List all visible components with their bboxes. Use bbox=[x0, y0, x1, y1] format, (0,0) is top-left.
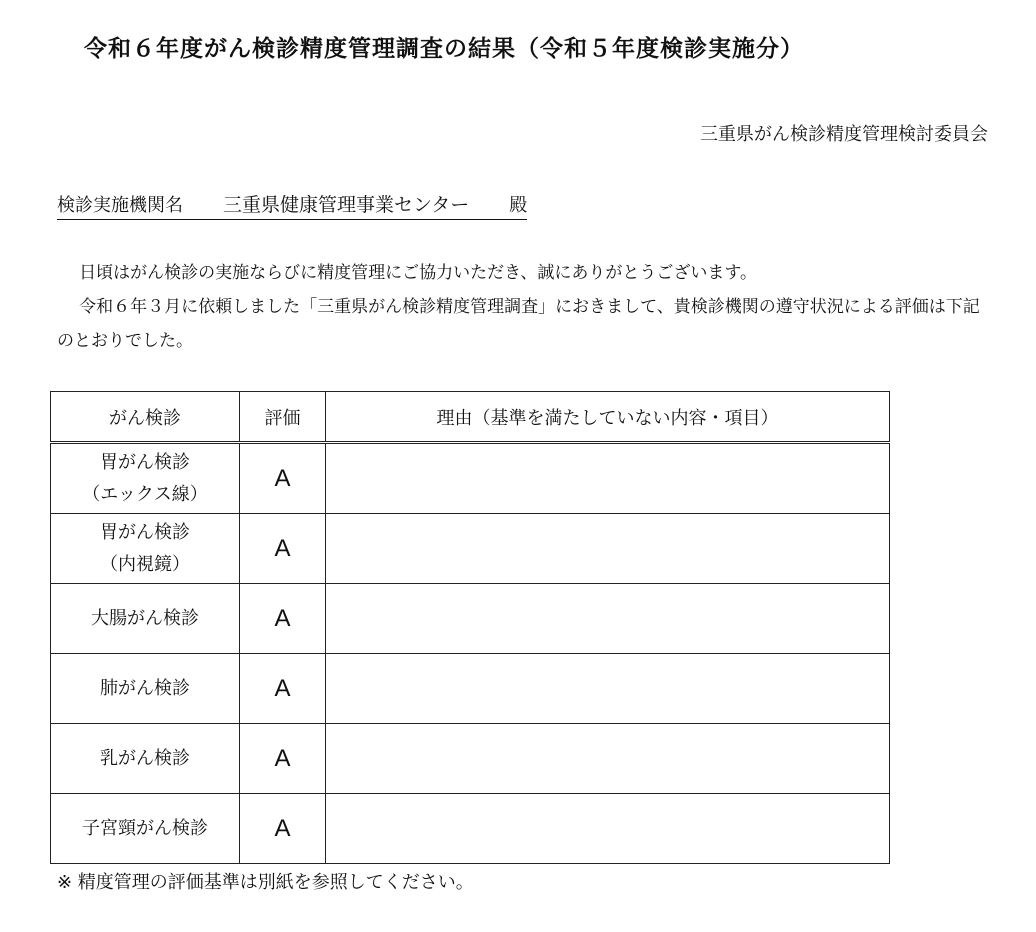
cancer-type-cell bbox=[51, 654, 240, 724]
header-cancer: がん検診 bbox=[51, 392, 240, 443]
grade-cell: A bbox=[240, 794, 326, 864]
reason-cell bbox=[326, 514, 890, 584]
reason-cell bbox=[326, 584, 890, 654]
institution-line bbox=[57, 190, 527, 220]
table-row bbox=[51, 514, 890, 584]
cancer-type-name: 子宮頸がん検診 bbox=[82, 817, 208, 839]
body-paragraph-1: 日頃はがん検診の実施ならびに精度管理にご協力いただき、誠にありがとうございます。 bbox=[79, 263, 758, 283]
cancer-type-name: 乳がん検診 bbox=[100, 747, 190, 769]
cancer-type-detail: （内視鏡） bbox=[100, 553, 190, 575]
institution-name: 三重県健康管理事業センター bbox=[223, 194, 470, 216]
table-row bbox=[51, 584, 890, 654]
cancer-type-cell bbox=[51, 724, 240, 794]
grade-cell: A bbox=[240, 724, 326, 794]
body-text bbox=[57, 256, 992, 358]
institution-honorific: 殿 bbox=[509, 195, 528, 216]
cancer-type-name: 大腸がん検診 bbox=[91, 607, 199, 629]
grade-cell: A bbox=[240, 654, 326, 724]
body-paragraph-2: 令和６年３月に依頼しました「三重県がん検診精度管理調査」におきまして、貴検診機関の遵守状況による評価は下記のとおりでした。 bbox=[57, 297, 980, 351]
header-grade: 評価 bbox=[240, 392, 326, 443]
reason-cell bbox=[326, 794, 890, 864]
committee-name: 三重県がん検診精度管理検討委員会 bbox=[700, 124, 988, 145]
institution-label: 検診実施機関名 bbox=[57, 195, 183, 216]
table-row bbox=[51, 443, 890, 514]
reason-cell bbox=[326, 654, 890, 724]
cancer-type-cell bbox=[51, 514, 240, 584]
header-reason: 理由（基準を満たしていない内容・項目） bbox=[326, 392, 890, 443]
results-table bbox=[50, 391, 890, 864]
cancer-type-cell bbox=[51, 443, 240, 514]
cancer-type-name: 胃がん検診 bbox=[100, 521, 190, 543]
table-row bbox=[51, 724, 890, 794]
grade-cell: A bbox=[240, 443, 326, 514]
reason-cell bbox=[326, 724, 890, 794]
reason-cell bbox=[326, 443, 890, 514]
footnote: ※ 精度管理の評価基準は別紙を参照してください。 bbox=[57, 872, 474, 893]
cancer-type-name: 肺がん検診 bbox=[100, 677, 190, 699]
cancer-type-cell bbox=[51, 794, 240, 864]
cancer-type-cell bbox=[51, 584, 240, 654]
cancer-type-name: 胃がん検診 bbox=[100, 451, 190, 473]
grade-cell: A bbox=[240, 584, 326, 654]
table-header-row bbox=[51, 392, 890, 443]
grade-cell: A bbox=[240, 514, 326, 584]
cancer-type-detail: （エックス線） bbox=[82, 483, 208, 505]
table-row bbox=[51, 654, 890, 724]
table-row bbox=[51, 794, 890, 864]
document-title: 令和６年度がん検診精度管理調査の結果（令和５年度検診実施分） bbox=[84, 36, 804, 62]
